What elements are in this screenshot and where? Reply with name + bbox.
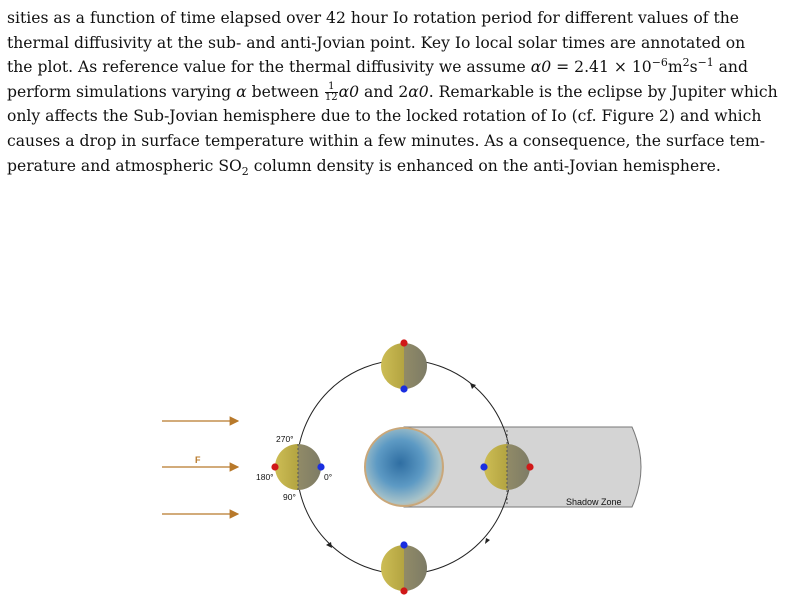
angle-label-180: 180° [256, 472, 274, 482]
text-line-6: causes a drop in surface temperature within a few minutes. As a consequence, the surface tem- [7, 131, 765, 150]
io-moon-top [381, 339, 427, 392]
shadow-zone-label: Shadow Zone [566, 497, 622, 507]
marker-red [400, 339, 407, 346]
text-line-5: only affects the Sub-Jovian hemisphere due to the locked rotation of Io (cf. Figure 2) and which [7, 107, 762, 126]
unit: s [689, 58, 698, 77]
marker-red [271, 463, 278, 470]
fraction-numerator: 1 [325, 82, 338, 93]
text-fragment: column density is enhanced on the anti-Jovian hemisphere. [248, 156, 721, 175]
io-moon-left [256, 434, 332, 502]
text-fragment: perature and atmospheric SO [7, 156, 242, 175]
exponent: −1 [697, 56, 714, 69]
text-fragment: the plot. As reference value for the thermal diffusivity we assume [7, 58, 531, 77]
alpha0-symbol: α0 [338, 82, 360, 101]
alpha-symbol: α [236, 82, 247, 101]
angle-label-90: 90° [283, 492, 296, 502]
flux-label: F [195, 455, 201, 465]
marker-red [400, 587, 407, 594]
text-fragment: . Remarkable is the eclipse by Jupiter which [428, 82, 778, 101]
text-line-2: thermal diffusivity at the sub- and anti-Jovian point. Key Io local solar times are annotated on [7, 33, 746, 52]
text-line-1: sities as a function of time elapsed over 42 hour Io rotation period for different values of the [7, 9, 740, 27]
alpha0-symbol: α0 [530, 58, 552, 77]
exponent: 2 [682, 56, 690, 69]
text-fragment: between [246, 82, 324, 101]
jupiter [365, 428, 443, 506]
text-fragment: = 2.41 × 10 [551, 58, 652, 77]
io-moon-bottom [381, 541, 427, 594]
orbit-direction-arrow [470, 383, 476, 389]
marker-blue [400, 385, 407, 392]
marker-blue [480, 463, 487, 470]
marker-blue [400, 541, 407, 548]
marker-blue [317, 463, 324, 470]
exponent: −6 [651, 56, 668, 69]
text-fragment: and 2 [359, 82, 409, 101]
fraction-denominator: 12 [324, 92, 338, 104]
text-fragment: perform simulations varying [7, 82, 237, 101]
marker-red [526, 463, 533, 470]
subscript: 2 [241, 164, 249, 178]
angle-label-270: 270° [276, 434, 294, 444]
alpha0-symbol: α0 [408, 82, 429, 101]
orbit-direction-arrow [485, 538, 490, 544]
text-fragment: and [713, 58, 748, 77]
angle-label-0: 0° [324, 472, 333, 482]
unit: m [667, 58, 683, 77]
